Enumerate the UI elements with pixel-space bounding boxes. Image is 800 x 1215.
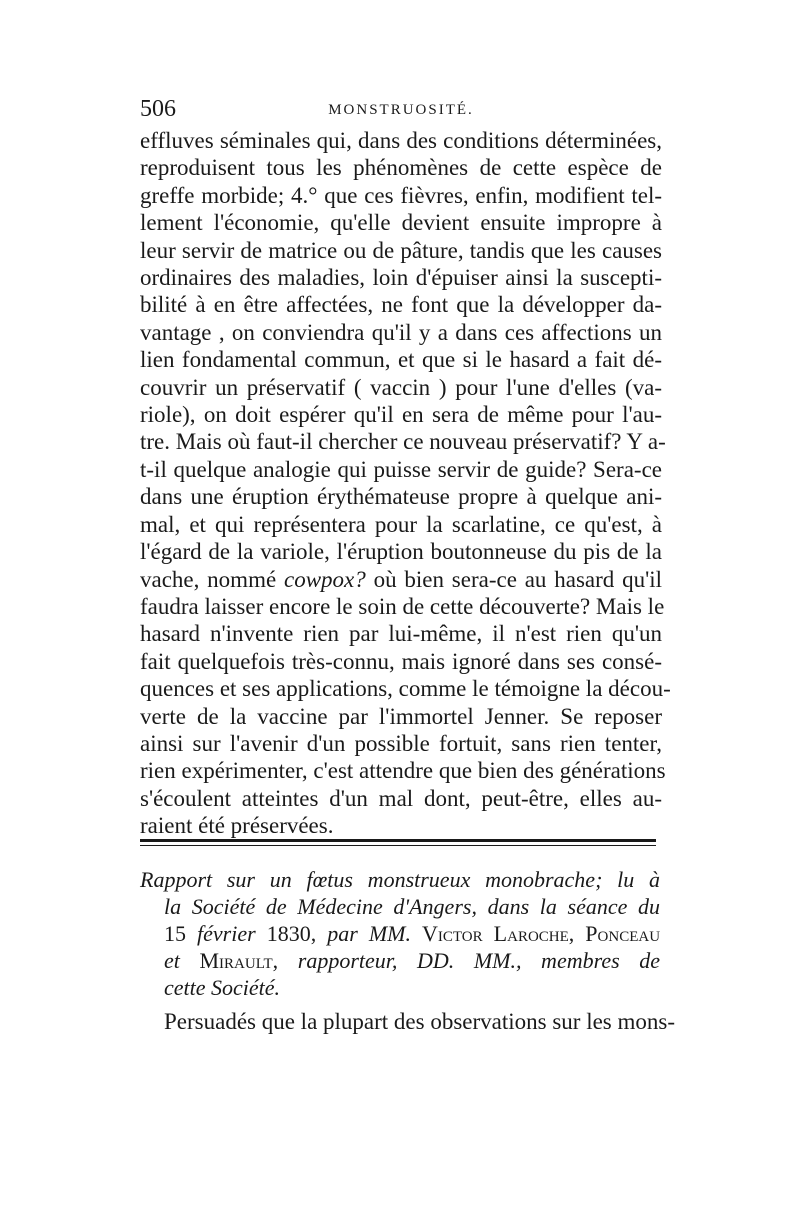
author-names: Victor Laroche, Ponceau — [422, 921, 661, 946]
text-line: s'écoulent atteintes d'un mal dont, peut-être, elles au- — [140, 785, 662, 811]
text-segment: où bien sera-ce au hasard qu'il — [373, 566, 662, 592]
section-divider-thick — [140, 839, 656, 842]
text-line: leur servir de matrice ou de pâture, tandis que les causes — [140, 237, 662, 263]
cowpox-term: cowpox? — [284, 566, 366, 592]
page-number: 506 — [140, 96, 176, 122]
text-segment: et — [164, 948, 180, 973]
heading-line: la Société de Médecine d'Angers, dans la séance du — [164, 894, 660, 919]
text-line: effluves séminales qui, dans des conditions déterminées, — [140, 128, 662, 153]
text-line: reproduisent tous les phénomènes de cette espèce de — [140, 155, 662, 181]
text-line: quences et ses applications, comme le témoigne la décou- — [140, 676, 671, 702]
heading-line: Rapport sur un fœtus monstrueux monobrache; lu à — [140, 867, 660, 892]
year-number: 1830, — [266, 921, 317, 946]
text-line — [140, 566, 662, 593]
text-line: dans une éruption érythémateuse propre à quelque ani- — [140, 484, 662, 510]
day-number: 15 — [164, 921, 186, 946]
text-line: couvrir un préservatif ( vaccin ) pour l'une d'elles (va- — [140, 374, 662, 400]
text-line: t-il quelque analogie qui puisse servir de guide? Sera-ce — [140, 456, 662, 482]
text-line: riole), on doit espérer qu'il en sera de même pour l'au- — [140, 402, 662, 428]
rapporteur-name: Mirault, — [199, 948, 279, 973]
text-line: tre. Mais où faut-il chercher ce nouveau préservatif? Y a- — [140, 429, 666, 455]
text-segment: par MM. — [327, 921, 411, 946]
heading-line: cette Société. — [164, 975, 281, 1000]
body-paragraph — [140, 127, 671, 840]
text-line: bilité à en être affectées, ne font que la développer da- — [140, 292, 662, 318]
text-line: Persuadés que la plupart des observations sur les mons- — [164, 1009, 676, 1034]
text-line: greffe morbide; 4.° que ces fièvres, enfin, modifient tel- — [140, 182, 662, 208]
text-segment: rapporteur, DD. MM., membres de — [297, 948, 661, 973]
text-line: faudra laisser encore le soin de cette découverte? Mais le — [140, 593, 665, 619]
section-divider-thin — [140, 845, 656, 846]
text-segment: vache, nommé — [140, 566, 277, 592]
running-title: MONSTRUOSITÉ. — [328, 102, 474, 118]
next-paragraph — [140, 1008, 676, 1036]
text-line: rien expérimenter, c'est attendre que bien des générations — [140, 758, 666, 784]
text-line: ordinaires des maladies, loin d'épuiser ainsi la suscepti- — [140, 265, 662, 291]
text-line: lement l'économie, qu'elle devient ensuite impropre à — [140, 210, 662, 236]
text-line: vantage , on conviendra qu'il y a dans ces affections un — [140, 319, 662, 345]
text-line: hasard n'invente rien par lui-même, il n'est rien qu'un — [140, 621, 662, 647]
text-line: l'égard de la variole, l'éruption boutonneuse du pis de la — [140, 539, 662, 565]
heading-line — [140, 920, 660, 947]
month-name: février — [197, 921, 256, 946]
text-line: raient été préservées. — [140, 813, 334, 839]
heading-line — [140, 947, 660, 974]
text-line: verte de la vaccine par l'immortel Jenner. Se reposer — [140, 703, 662, 729]
text-line: lien fondamental commun, et que si le hasard a fait dé- — [140, 347, 662, 373]
text-line: mal, et qui représentera pour la scarlatine, ce qu'est, à — [140, 511, 662, 537]
running-header — [140, 94, 662, 124]
text-line: fait quelquefois très-connu, mais ignoré dans ses consé- — [140, 648, 662, 674]
text-line: ainsi sur l'avenir d'un possible fortuit, sans rien tenter, — [140, 730, 662, 756]
report-heading — [140, 866, 660, 1001]
